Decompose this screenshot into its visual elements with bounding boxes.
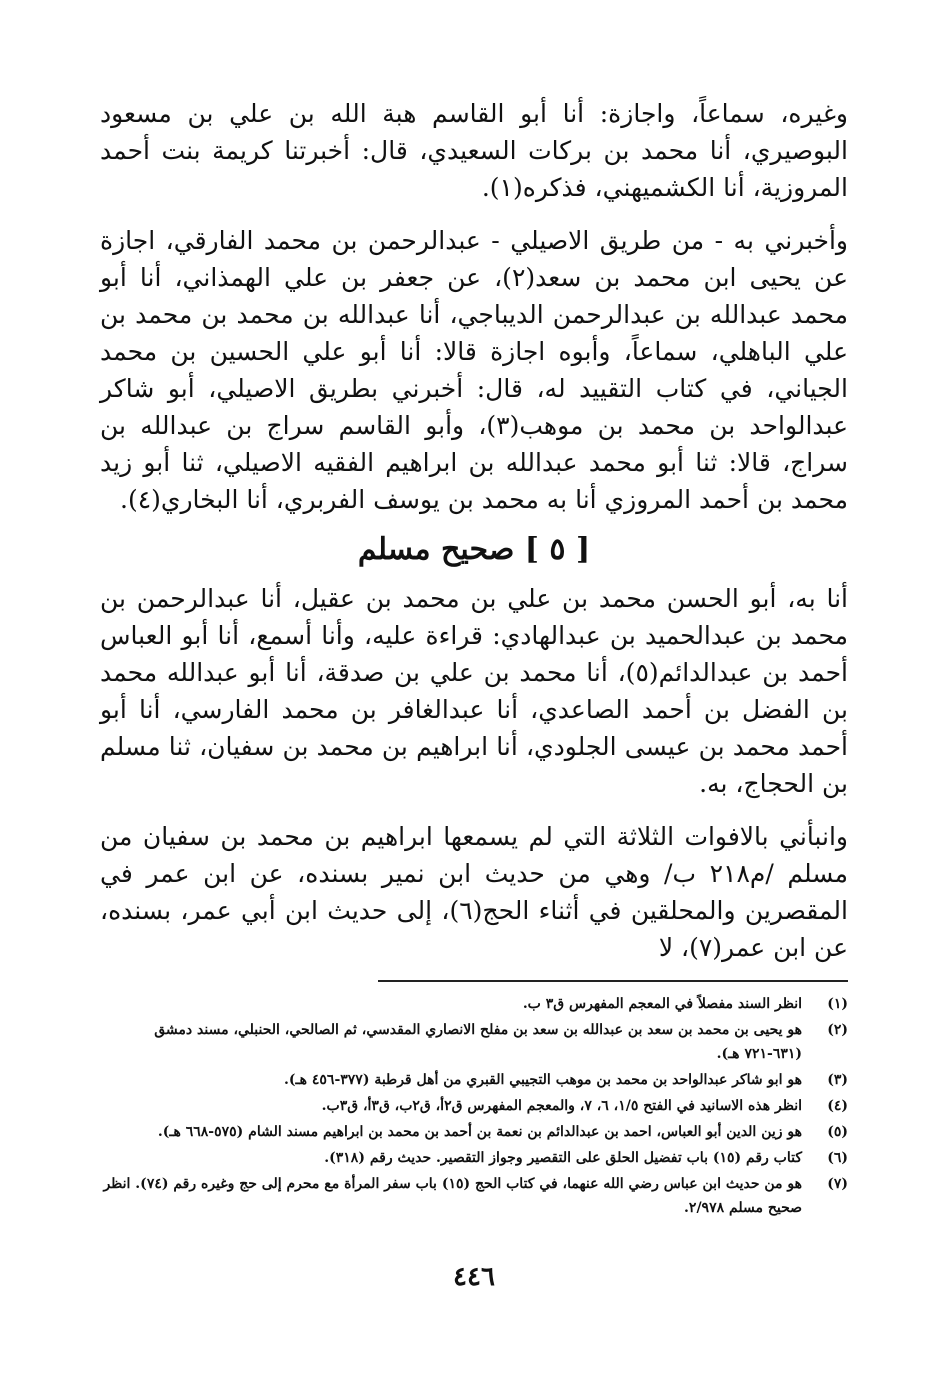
body-paragraph-1: وغيره، سماعاً، واجازة: أنا أبو القاسم هبة الله بن علي بن مسعود البوصيري، أنا محمد بن بركات السعيدي، قال: أخبرتنا كريمة بنت أحمد المروزية، أنا الكشميهني، فذكره(١).	[100, 99, 848, 202]
footnote-number: (٣)	[827, 1072, 848, 1088]
footnote	[100, 992, 848, 1016]
footnote	[100, 1146, 848, 1170]
footnote-separator	[378, 980, 848, 982]
body-paragraph-4: وانبأني بالافوات الثلاثة التي لم يسمعها ابراهيم بن محمد بن سفيان من مسلم /م٢١٨ ب/ وهي من حديث ابن نمير بسنده، عن ابن عمر في المقصرين والمحلقين في أثناء الحج(٦)، إلى حديث ابن أبي عمر، بسنده، عن ابن عمر(٧)، لا	[100, 822, 848, 962]
footnote-number: (٧)	[827, 1176, 848, 1192]
footnote-number: (٢)	[827, 1022, 848, 1038]
footnote-text: هو ابو شاكر عبدالواحد بن محمد بن موهب التجيبي القبري من أهل قرطبة (٣٧٧-٤٥٦ هـ).	[284, 1072, 802, 1088]
footnote-number: (٥)	[827, 1124, 848, 1140]
footnote-text: كتاب رقم (١٥) باب تفضيل الحلق على التقصير وجواز التقصير. حديث رقم (٣١٨).	[324, 1150, 802, 1166]
footnote-number: (٦)	[827, 1150, 848, 1166]
footnote	[100, 1094, 848, 1118]
footnote	[100, 1068, 848, 1092]
footnote	[100, 1018, 848, 1066]
footnote-text: هو زين الدين أبو العباس، احمد بن عبدالدائم بن نعمة بن أحمد بن محمد بن ابراهيم مسند الشام (٥٧٥-٦٦٨ هـ).	[157, 1124, 802, 1140]
footnote-number: (١)	[827, 996, 848, 1012]
footnote-text: انظر السند مفصلاً في المعجم المفهرس ق٣ ب.	[522, 996, 802, 1012]
footnote-text: هو من حديث ابن عباس رضي الله عنهما، في كتاب الحج (١٥) باب سفر المرأة مع محرم إلى حج وغيره رقم (٧٤). انظر صحيح مسلم ٢/٩٧٨.	[103, 1176, 802, 1216]
footnote-text: انظر هذه الاسانيد في الفتح ١/٥، ٦، ٧، والمعجم المفهرس ق٢أ، ق٢ب، ق٣أ، ق٣ب.	[321, 1098, 802, 1114]
body-paragraph-3: أنا به، أبو الحسن محمد بن علي بن محمد بن عقيل، أنا عبدالرحمن بن محمد بن عبدالحميد بن عبدالهادي: قراءة عليه، وأنا أسمع، أنا أبو العباس أحمد بن عبدالدائم(٥)، أنا محمد بن علي بن صدقة، أنا أبو عبدالله محمد بن الفضل بن أحمد الصاعدي، أنا عبدالغافر بن محمد الفارسي، أنا أبو أحمد محمد بن عيسى الجلودي، أنا ابراهيم بن محمد بن سفيان، ثنا مسلم بن الحجاج، به.	[100, 584, 848, 798]
footnote-text: هو يحيى بن محمد بن سعد بن عبدالله بن سعد بن مفلح الانصاري المقدسي، ثم الصالحي، الحنبلي، مسند دمشق (٦٣١-٧٢١ هـ).	[154, 1022, 802, 1062]
footnote	[100, 1172, 848, 1220]
footnote	[100, 1120, 848, 1144]
body-paragraph-2: وأخبرني به - من طريق الاصيلي - عبدالرحمن بن محمد الفارقي، اجازة عن يحيى ابن محمد بن سعد(٢)، عن جعفر بن علي الهمذاني، أنا أبو محمد عبدالله بن عبدالرحمن الديباجي، أنا عبدالله بن محمد بن محمد بن علي الباهلي، سماعاً، وأبوه اجازة قالا: أنا أبو علي الحسين بن محمد الجياني، في كتاب التقييد له، قال: أخبرني بطريق الاصيلي، أبو شاكر عبدالواحد بن محمد بن موهب(٣)، وأبو القاسم سراج بن عبدالله بن سراج، قالا: ثنا أبو محمد عبدالله بن ابراهيم الفقيه الاصيلي، ثنا أبو زيد محمد بن أحمد المروزي أنا به محمد بن يوسف الفربري، أنا البخاري(٤).	[100, 226, 849, 514]
footnote-number: (٤)	[827, 1098, 848, 1114]
page-number: ٤٤٦	[453, 1262, 495, 1292]
section-heading: [ ٥ ] صحيح مسلم	[357, 532, 591, 567]
footnotes-list	[100, 992, 848, 1220]
